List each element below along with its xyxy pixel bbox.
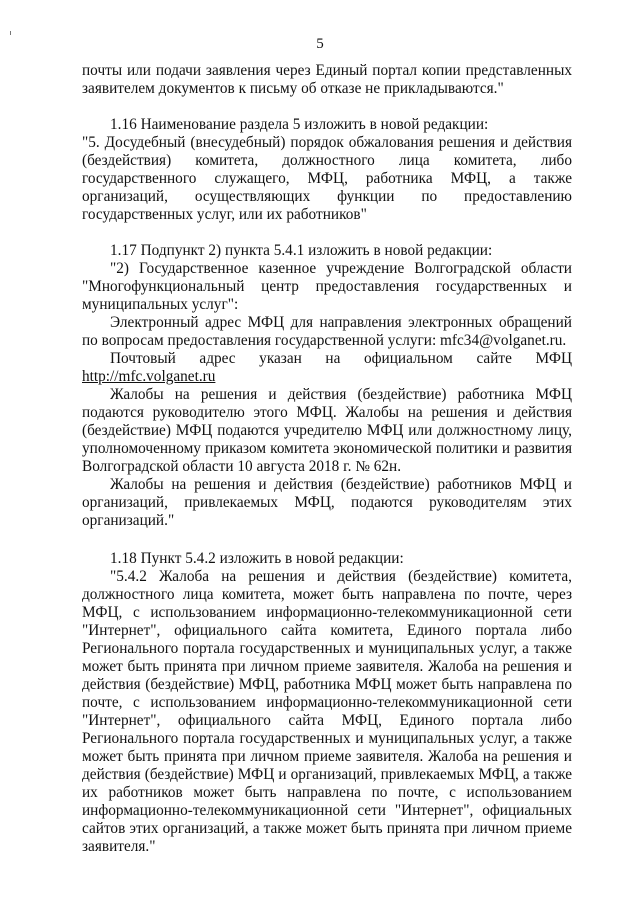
scan-mark xyxy=(10,31,11,35)
paragraph-item-1-17: 1.17 Подпункт 2) пункта 5.4.1 изложить в новой редакции: xyxy=(110,242,493,259)
paragraph-section-5-title: "5. Досудебный (внесудебный) порядок обжалования решения и действия (бездействия) комитета, должностного лица комитета, либо государственного служащего, МФЦ, работника МФЦ, а также организаций, осуществляющих функции по предоставлению государственных услуг, или их работников" xyxy=(82,134,572,223)
paragraph-5-4-2: "5.4.2 Жалоба на решения и действия (бездействие) комитета, должностного лица комитета, может быть направлена по почте, через МФЦ, с использованием информационно-телекоммуникационной сети "Интернет", официального сайта комитета, Единого портала либо Регионального портала государственных и муниципальных услуг, а также может быть принята при личном приеме заявителя. Жалоба на решения и действия (бездействие) МФЦ, работника МФЦ может быть направлена по почте, с использованием информационно-телекоммуникационной сети "Интернет", официального сайта МФЦ, Единого портала либо Регионального портала государственных и муниципальных услуг, а также может быть принята при личном приеме заявителя. Жалоба на решения и действия (бездействие) МФЦ и организаций, привлекаемых МФЦ, а также их работников может быть направлена по почте, с использованием информационно-телекоммуникационной сети "Интернет", официальных сайтов этих организаций, а также может быть принята при личном приеме заявителя." xyxy=(82,568,572,855)
paragraph-mfc-name: "2) Государственное казенное учреждение Волгоградской области "Многофункциональный центр предоставления государственных и муниципальных услуг": xyxy=(82,260,572,313)
paragraph-mfc-email: Электронный адрес МФЦ для направления электронных обращений по вопросам предоставления государственной услуги: mfc34@volganet.ru. xyxy=(82,314,572,349)
mfc-website-link-line xyxy=(82,368,572,386)
mfc-website-link[interactable]: http://mfc.volganet.ru xyxy=(82,368,216,385)
page-number: 5 xyxy=(316,36,324,52)
document-body xyxy=(82,62,572,856)
paragraph-mfc-postal: Почтовый адрес указан на официальном сайте МФЦ xyxy=(110,350,572,367)
paragraph-item-1-18: 1.18 Пункт 5.4.2 изложить в новой редакции: xyxy=(110,550,404,567)
paragraph-continuation: почты или подачи заявления через Единый портал копии представленных заявителем документов к письму об отказе не прикладываются." xyxy=(82,62,572,97)
paragraph-complaints-mfc: Жалобы на решения и действия (бездействие) работника МФЦ подаются руководителю этого МФЦ. Жалобы на решения и действия (бездействие) МФЦ подаются учредителю МФЦ или должностному лицу, уполномоченному приказом комитета экономической политики и развития Волгоградской области 10 августа 2018 г. № 62н. xyxy=(82,386,572,475)
paragraph-item-1-16: 1.16 Наименование раздела 5 изложить в новой редакции: xyxy=(110,116,489,133)
paragraph-complaints-organizations: Жалобы на решения и действия (бездействие) работников МФЦ и организаций, привлекаемых МФЦ, подаются руководителям этих организаций." xyxy=(82,476,572,529)
